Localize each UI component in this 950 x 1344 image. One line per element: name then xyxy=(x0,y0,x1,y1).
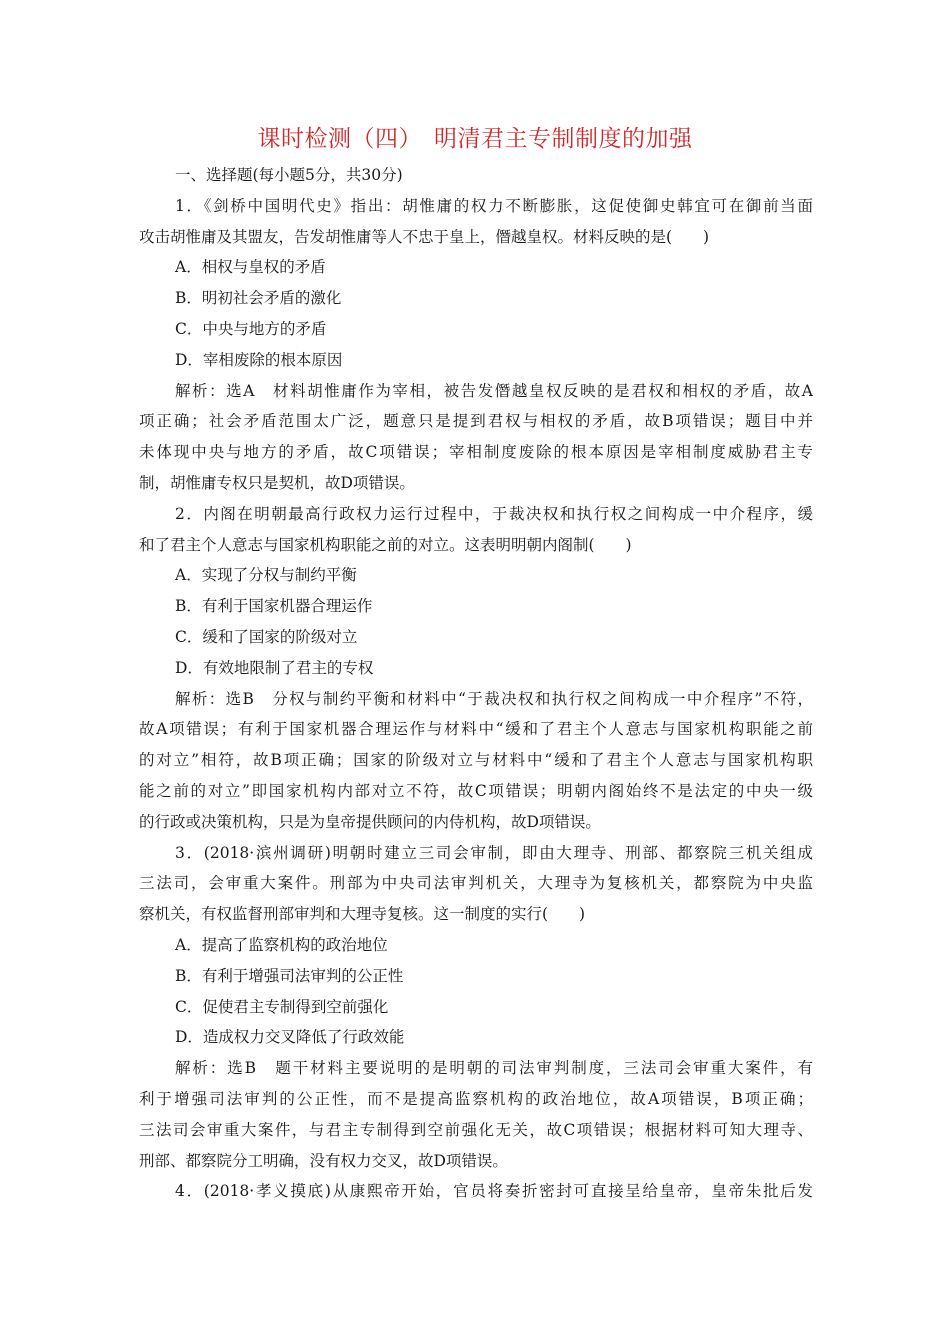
text-line: D．有效地限制了君主的专权 xyxy=(175,658,374,677)
text-line: 刑部、都察院分工明确，没有权力交叉，故D项错误。 xyxy=(139,1151,508,1170)
text-line: 制，胡惟庸专权只是契机，故D项错误。 xyxy=(139,473,415,492)
text-line: 未体现中央与地方的矛盾，故C项错误；宰相制度废除的根本原因是宰相制度威胁君主专 xyxy=(139,443,813,462)
text-line: 利于增强司法审判的公正性，而不是提高监察机构的政治地位，故A项错误，B项正确； xyxy=(139,1089,813,1108)
text-line: 一、选择题(每小题5分，共30分) xyxy=(175,166,403,184)
text-line: 故A项错误；有利于国家机器合理运作与材料中“缓和了君主个人意志与国家机构职能之前 xyxy=(139,720,813,739)
text-line: 4．(2018·孝义摸底)从康熙帝开始，官员将奏折密封可直接呈给皇帝，皇帝朱批后发 xyxy=(175,1182,813,1201)
text-line: 解析：选B 题干材料主要说明的是明朝的司法审判制度，三法司会审重大案件，有 xyxy=(175,1059,813,1078)
text-line: B．明初社会矛盾的激化 xyxy=(175,289,342,308)
text-line: D．宰相废除的根本原因 xyxy=(175,350,343,369)
text-line: 攻击胡惟庸及其盟友，告发胡惟庸等人不忠于皇上，僭越皇权。材料反映的是( ) xyxy=(139,227,710,246)
text-line: 三法司，会审重大案件。刑部为中央司法审判机关，大理寺为复核机关，都察院为中央监 xyxy=(139,874,813,893)
text-line: 3．(2018·滨州调研)明朝时建立三司会审制，即由大理寺、刑部、都察院三机关组成 xyxy=(175,843,813,862)
text-line: 能之前的对立”即国家机构内部对立不符，故C项错误；明朝内阁始终不是法定的中央一级 xyxy=(139,781,813,800)
text-line: A．相权与皇权的矛盾 xyxy=(175,258,326,277)
text-line: 三法司会审重大案件，与君主专制得到空前强化无关，故C项错误；根据材料可知大理寺、 xyxy=(139,1120,813,1139)
text-line: B．有利于增强司法审判的公正性 xyxy=(175,966,404,985)
text-line: 的对立”相符，故B项正确；国家的阶级对立与材料中“缓和了君主个人意志与国家机构职 xyxy=(139,751,813,770)
text-line: D．造成权力交叉降低了行政效能 xyxy=(175,1028,405,1047)
text-line: 1．《剑桥中国明代史》指出：胡惟庸的权力不断膨胀，这促使御史韩宜可在御前当面 xyxy=(175,196,813,215)
text-line: A．实现了分权与制约平衡 xyxy=(175,566,357,585)
text-line: C．中央与地方的矛盾 xyxy=(175,319,327,338)
text-line: 解析：选B 分权与制约平衡和材料中“于裁决权和执行权之间构成一中介程序”不符， xyxy=(175,689,813,708)
text-line: 项正确；社会矛盾范围太广泛，题意只是提到君权与相权的矛盾，故B项错误；题目中并 xyxy=(139,412,813,431)
text-line: 和了君主个人意志与国家机构职能之前的对立。这表明明朝内阁制( ) xyxy=(139,535,632,554)
text-line: C．促使君主专制得到空前强化 xyxy=(175,997,389,1016)
text-line: 解析：选A 材料胡惟庸作为宰相，被告发僭越皇权反映的是君权和相权的矛盾，故A xyxy=(175,381,813,400)
text-line: B．有利于国家机器合理运作 xyxy=(175,597,373,616)
text-line: 的行政或决策机构，只是为皇帝提供顾问的内侍机构，故D项错误。 xyxy=(139,812,601,831)
text-line: 察机关，有权监督刑部审判和大理寺复核。这一制度的实行( ) xyxy=(139,905,586,924)
text-line: A．提高了监察机构的政治地位 xyxy=(175,935,388,954)
document-body xyxy=(139,160,813,1207)
text-line: 2．内阁在明朝最高行政权力运行过程中，于裁决权和执行权之间构成一中介程序，缓 xyxy=(175,504,813,523)
text-line: C．缓和了国家的阶级对立 xyxy=(175,627,358,646)
page-title: 课时检测（四） 明清君主专制制度的加强 xyxy=(257,126,693,152)
